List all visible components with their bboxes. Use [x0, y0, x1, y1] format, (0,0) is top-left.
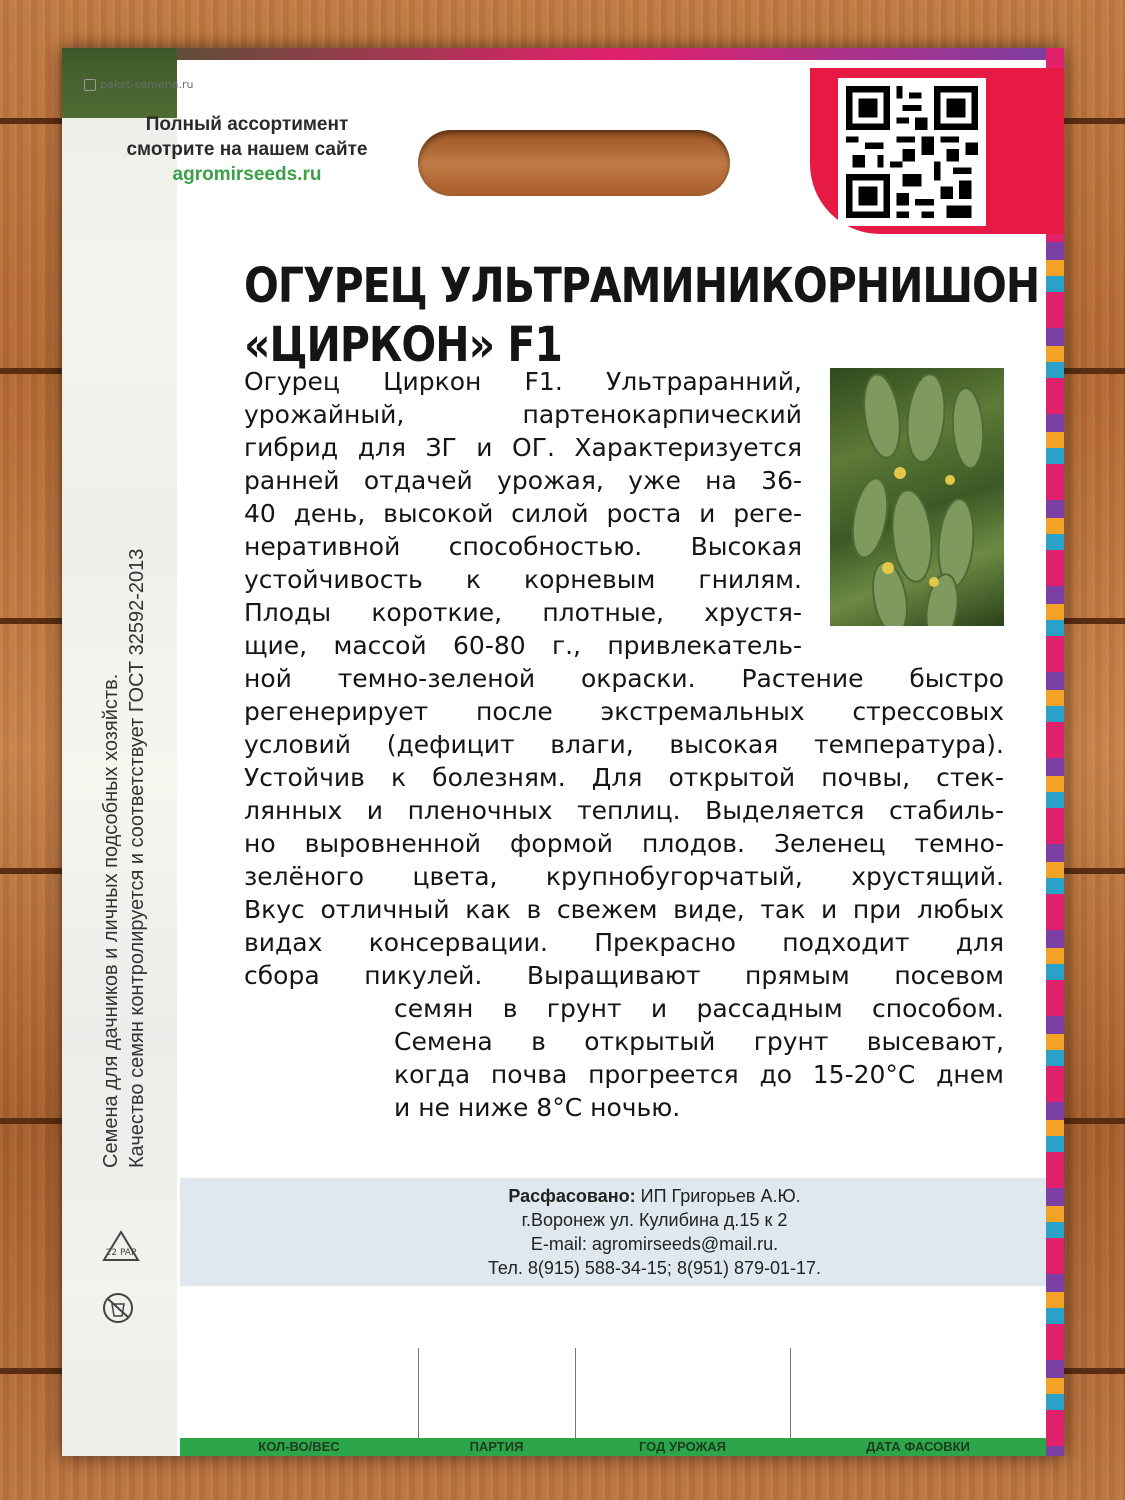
promo-block: [102, 112, 392, 187]
description-line: видах консервации. Прекрасно подходит для: [244, 928, 1004, 957]
promo-url[interactable]: agromirseeds.ru: [172, 164, 322, 185]
recycle-code: 22 PAP: [105, 1248, 137, 1258]
field-divider: [790, 1348, 791, 1440]
description-line: щие, массой 60-80 г., привлекатель-: [244, 631, 802, 660]
packed-phone: Тел. 8(915) 588-34-15; 8(951) 879-01-17.: [487, 1258, 822, 1278]
description-line: устойчивость к корневым гнилям.: [244, 565, 802, 594]
packed-company: ИП Григорьев А.Ю.: [640, 1186, 801, 1206]
qr-code[interactable]: [838, 78, 986, 226]
logo-icon: [84, 79, 96, 91]
description-line: неративной способностью. Высокая: [244, 532, 802, 561]
packed-label: Расфасовано:: [508, 1186, 636, 1206]
description-line: Плоды короткие, плотные, хрустя-: [244, 598, 802, 627]
field-label-pack-date: ДАТА ФАСОВКИ: [866, 1439, 970, 1454]
seed-packet: [62, 48, 1064, 1456]
description-line: лянных и пленочных теплиц. Выделяется стабиль-: [244, 796, 1004, 825]
description-line: условий (дефицит влаги, высокая температура).: [244, 730, 1004, 759]
field-label-batch: ПАРТИЯ: [469, 1439, 524, 1454]
description-line: Семена в открытый грунт высевают,: [394, 1027, 1004, 1056]
description-line: Вкус отличный как в свежем виде, так и при любых: [244, 895, 1004, 924]
description-line: 40 день, высокой силой роста и реге-: [244, 499, 802, 528]
description-line: когда почва прогреется до 15-20°С днем: [394, 1060, 1004, 1089]
description-line: семян в грунт и рассадным способом.: [394, 994, 1004, 1023]
field-label-bar: [180, 1438, 1046, 1456]
product-description: [244, 365, 1004, 1124]
logo: [84, 78, 193, 91]
description-line: но выровненной формой плодов. Зеленец темно-: [244, 829, 1004, 858]
description-line: зелёного цвета, крупнобугорчатый, хрустящий.: [244, 862, 1004, 891]
packed-email: E-mail: agromirseeds@mail.ru.: [530, 1234, 779, 1254]
side-notice: [98, 388, 150, 1168]
description-line: ранней отдачей урожая, уже на 36-: [244, 466, 802, 495]
side-notice-line-2: Качество семян контролируется и соответствует ГОСТ 32592-2013: [126, 548, 148, 1168]
packed-by-info: [382, 1184, 927, 1280]
description-line: Огурец Циркон F1. Ультраранний,: [244, 367, 802, 396]
qr-zone: [810, 68, 1064, 234]
field-divider: [418, 1348, 419, 1440]
description-line: Устойчив к болезням. Для открытой почвы, стек-: [244, 763, 1004, 792]
description-line: ной темно-зеленой окраски. Растение быстро: [244, 664, 1004, 693]
promo-line-2: смотрите на нашем сайте: [126, 139, 368, 160]
description-line: сбора пикулей. Выращивают прямым посевом: [244, 961, 1004, 990]
top-band: [62, 48, 1064, 60]
field-divider: [575, 1348, 576, 1440]
promo-line-1: Полный ассортимент: [145, 114, 349, 135]
hang-slot: [418, 130, 730, 196]
title-line-2: «ЦИРКОН» F1: [244, 316, 562, 373]
description-line: и не ниже 8°С ночью.: [394, 1093, 681, 1122]
product-title: [244, 256, 1040, 374]
field-label-harvest-year: ГОД УРОЖАЯ: [638, 1439, 727, 1454]
side-pattern-strip: [1046, 48, 1064, 1456]
side-notice-line-1: Семена для дачников и личных подсобных хозяйств.: [100, 673, 122, 1168]
description-line: регенерирует после экстремальных стрессовых: [244, 697, 1004, 726]
description-line: гибрид для ЗГ и ОГ. Характеризуется: [244, 433, 802, 462]
field-label-quantity: КОЛ-ВО/ВЕС: [258, 1439, 340, 1454]
packed-address: г.Воронеж ул. Кулибина д.15 к 2: [521, 1210, 788, 1230]
packet-fields: [180, 1348, 1046, 1456]
description-line: урожайный, партенокарпический: [244, 400, 802, 429]
logo-text: paket-semena.ru: [100, 78, 194, 91]
title-line-1: ОГУРЕЦ УЛЬТРАМИНИКОРНИШОН: [244, 257, 1040, 314]
qr-code-icon: [846, 86, 978, 218]
recycle-icon: [98, 1228, 144, 1338]
